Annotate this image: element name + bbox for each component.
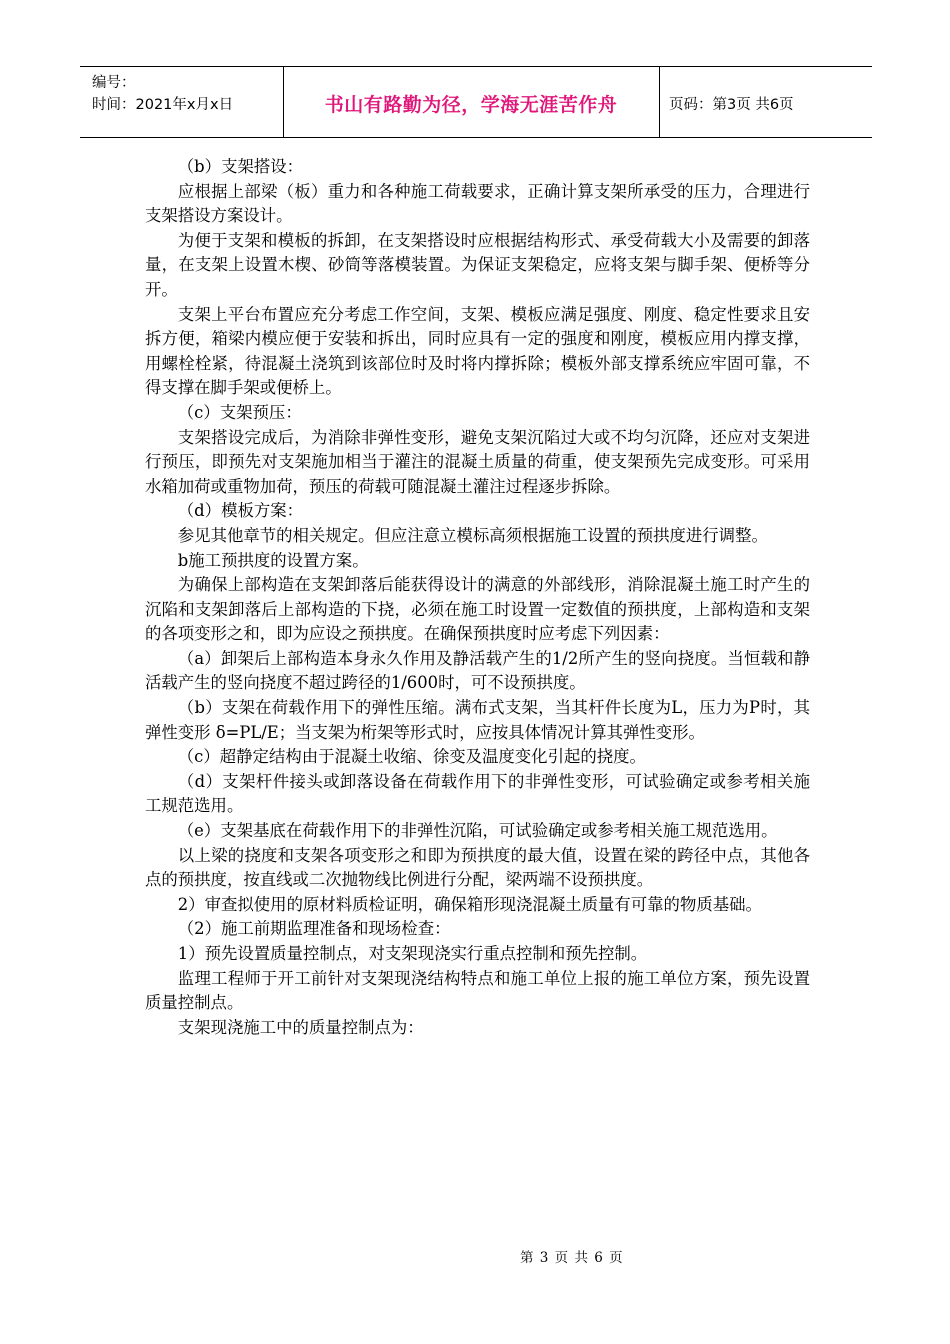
header-meta-cell (80, 67, 284, 137)
paragraph: （a）卸架后上部构造本身永久作用及静活载产生的1/2所产生的竖向挠度。当恒载和静活载产生的竖向挠度不超过跨径的1/600时，可不设预拱度。 (145, 648, 810, 693)
paragraph: （d）模板方案： (177, 501, 304, 521)
paragraph: 为便于支架和模板的拆卸，在支架搭设时应根据结构形式、承受荷载大小及需要的卸落量，在支架上设置木楔、砂筒等落模装置。为保证支架稳定，应将支架与脚手架、便桥等分开。 (145, 230, 810, 299)
paragraph: （b）支架搭设： (177, 157, 304, 176)
page-code: 页码：第3页 共6页 (669, 97, 794, 113)
paragraph: 监理工程师于开工前针对支架现浇结构特点和施工单位上报的施工单位方案，预先设置质量控制点。 (145, 968, 810, 1013)
page-header (80, 66, 872, 138)
paragraph: 应根据上部梁（板）重力和各种施工荷载要求，正确计算支架所承受的压力，合理进行支架搭设方案设计。 (145, 181, 810, 226)
paragraph: 参见其他章节的相关规定。但应注意立模标高须根据施工设置的预拱度进行调整。 (177, 525, 768, 545)
motto-text: 书山有路勤为径，学海无涯苦作舟 (324, 94, 618, 116)
document-body (145, 155, 810, 1040)
paragraph: 为确保上部构造在支架卸落后能获得设计的满意的外部线形，消除混凝土施工时产生的沉陷和支架卸落后上部构造的下挠，必须在施工时设置一定数值的预拱度，上部构造和支架的各项变形之和，即为应设之预拱度。在确保预拱度时应考虑下列因素： (145, 575, 810, 644)
paragraph: （c）支架预压： (177, 402, 302, 422)
paragraph: （c）超静定结构由于混凝土收缩、徐变及温度变化引起的挠度。 (177, 747, 646, 767)
paragraph: （e）支架基底在荷载作用下的非弹性沉陷，可试验确定或参考相关施工规范选用。 (177, 821, 778, 841)
serial-label: 编号： (92, 75, 136, 91)
header-motto-cell (283, 67, 660, 137)
header-page-cell (659, 67, 872, 137)
paragraph: 支架上平台布置应充分考虑工作空间，支架、模板应满足强度、刚度、稳定性要求且安拆方便，箱梁内模应便于安装和拆出，同时应具有一定的强度和刚度，模板应用内撑支撑，用螺栓栓紧，待混凝土浇筑到该部位时及时将内撑拆除；模板外部支撑系统应牢固可靠，不得支撑在脚手架或便桥上。 (145, 304, 810, 398)
paragraph: 2）审查拟使用的原材料质检证明，确保箱形现浇混凝土质量有可靠的物质基础。 (177, 894, 762, 914)
paragraph: 支架搭设完成后，为消除非弹性变形，避免支架沉陷过大或不均匀沉降，还应对支架进行预压，即预先对支架施加相当于灌注的混凝土质量的荷重，使支架预先完成变形。可采用水箱加荷或重物加荷，预压的荷载可随混凝土灌注过程逐步拆除。 (145, 427, 810, 496)
paragraph: （2）施工前期监理准备和现场检查： (177, 919, 451, 939)
paragraph: b施工预拱度的设置方案。 (177, 550, 369, 570)
paragraph: 以上梁的挠度和支架各项变形之和即为预拱度的最大值，设置在梁的跨径中点，其他各点的预拱度，按直线或二次抛物线比例进行分配，梁两端不设预拱度。 (145, 845, 810, 890)
paragraph: （b）支架在荷载作用下的弹性压缩。满布式支架，当其杆件长度为L，压力为P时，其弹性变形 δ=PL/E；当支架为桁架等形式时，应按具体情况计算其弹性变形。 (145, 698, 810, 742)
paragraph: （d）支架杆件接头或卸落设备在荷载作用下的非弹性变形，可试验确定或参考相关施工规范选用。 (145, 771, 810, 816)
paragraph: 支架现浇施工中的质量控制点为： (177, 1017, 424, 1037)
time-label: 时间：2021年x月x日 (92, 97, 234, 113)
page-footer: 第 3 页 共 6 页 (520, 1250, 624, 1266)
paragraph: 1）预先设置质量控制点，对支架现浇实行重点控制和预先控制。 (177, 944, 648, 963)
